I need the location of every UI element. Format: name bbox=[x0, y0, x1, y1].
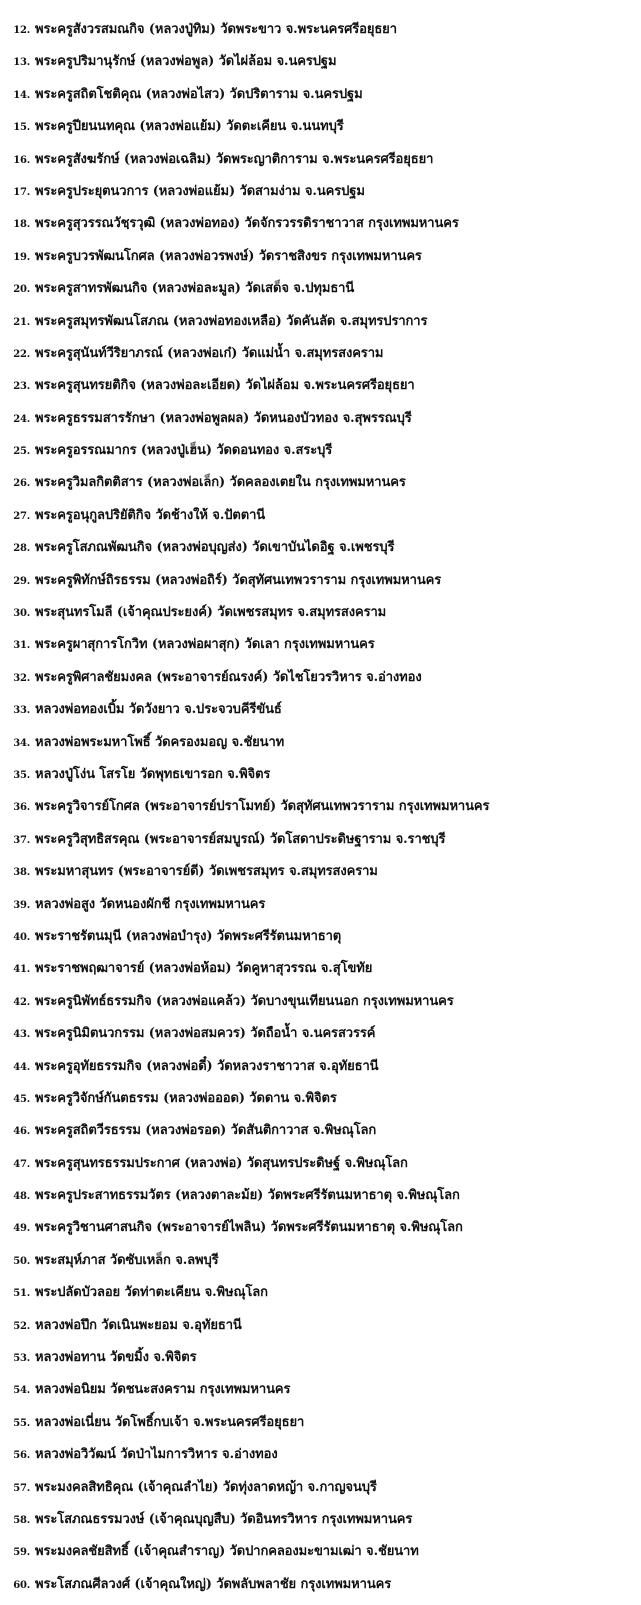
list-item bbox=[0, 212, 641, 244]
list-item bbox=[0, 342, 641, 374]
item-text: พระครูประยุตนวการ (หลวงพ่อแย้ม) วัดสามง่าม จ.นครปฐม bbox=[35, 183, 365, 199]
list-item bbox=[0, 83, 641, 115]
list-item bbox=[0, 1378, 641, 1410]
item-number: 56. bbox=[13, 1450, 30, 1462]
item-number: 55. bbox=[13, 1417, 30, 1429]
item-number: 47. bbox=[13, 1158, 30, 1170]
item-text: พระครูสถิตวีรธรรม (หลวงพ่อรอด) วัดสันติกาวาส จ.พิษณุโลก bbox=[35, 1123, 377, 1139]
item-text: หลวงพ่อทองเบิ้ม วัดวังยาว จ.ประจวบคีรีขันธ์ bbox=[35, 702, 282, 718]
item-number: 46. bbox=[13, 1126, 30, 1138]
item-text: พระครูวิจารย์โกศล (พระอาจารย์ปราโมทย์) วัดสุทัศนเทพวราราม กรุงเทพมหานคร bbox=[35, 799, 490, 815]
list-item bbox=[0, 1055, 641, 1087]
list-item bbox=[0, 828, 641, 860]
item-text: พระราชพฤฒาจารย์ (หลวงพ่อห้อม) วัดคูหาสุวรรณ จ.สุโขทัย bbox=[35, 961, 373, 977]
item-text: พระมหาสุนทร (พระอาจารย์ดี) วัดเพชรสมุทร จ.สมุทรสงคราม bbox=[35, 864, 378, 880]
list-item bbox=[0, 180, 641, 212]
item-text: พระครูสุวรรณวัชฺรวุฒิ (หลวงพ่อทอง) วัดจักรวรรดิราชาวาส กรุงเทพมหานคร bbox=[35, 216, 459, 232]
list-item bbox=[0, 795, 641, 827]
item-number: 21. bbox=[13, 316, 30, 328]
item-text: พระมงคลสิทธิคุณ (เจ้าคุณลำไย) วัดทุ่งลาดหญ้า จ.กาญจนบุรี bbox=[35, 1479, 377, 1495]
item-number: 50. bbox=[13, 1255, 30, 1267]
item-number: 57. bbox=[13, 1482, 30, 1494]
item-text: พระสมุห์ภาส วัดซับเหล็ก จ.ลพบุรี bbox=[35, 1252, 219, 1268]
item-number: 29. bbox=[13, 575, 30, 587]
item-text: พระครูวิชานศาสนกิจ (พระอาจารย์ไพลิน) วัดพระศรีรัตนมหาธาตุ จ.พิษณุโลก bbox=[35, 1220, 463, 1236]
item-text: พระครูปียนนทคุณ (หลวงพ่อแย้ม) วัดตะเคียน จ.นนทบุรี bbox=[35, 119, 344, 135]
list-item bbox=[0, 990, 641, 1022]
item-text: หลวงพ่อเนี่ยน วัดโพธิ์กบเจ้า จ.พระนครศรีอยุธยา bbox=[35, 1414, 305, 1430]
list-item bbox=[0, 471, 641, 503]
item-number: 60. bbox=[13, 1579, 30, 1591]
item-text: พระครูวิมลกิตติสาร (หลวงพ่อเล็ก) วัดคลองเตยใน กรุงเทพมหานคร bbox=[35, 475, 406, 491]
list-item bbox=[0, 1119, 641, 1151]
item-text: พระครูสมุทรพัฒนโสภณ (หลวงพ่อทองเหลือ) วัดคันลัด จ.สมุทรปราการ bbox=[35, 313, 428, 329]
item-text: พระครูสุนทรธรรมประกาศ (หลวงพ่อ) วัดสุนทรประดิษฐ์ จ.พิษณุโลก bbox=[35, 1155, 408, 1171]
item-number: 20. bbox=[13, 284, 30, 296]
item-text: พระครูสุนทรยติกิจ (หลวงพ่อละเอียด) วัดไผ่ล้อม จ.พระนครศรีอยุธยา bbox=[35, 378, 415, 394]
item-text: หลวงพ่อนิยม วัดชนะสงคราม กรุงเทพมหานคร bbox=[35, 1382, 291, 1398]
list-item bbox=[0, 1314, 641, 1346]
item-number: 41. bbox=[13, 964, 30, 976]
item-number: 52. bbox=[13, 1320, 30, 1332]
item-text: พระครูประสาทธรรมวัตร (หลวงตาละม้ย) วัดพระศรีรัตนมหาธาตุ จ.พิษณุโลก bbox=[35, 1188, 460, 1204]
item-number: 12. bbox=[13, 25, 30, 36]
list-item bbox=[0, 1411, 641, 1443]
list-item bbox=[0, 148, 641, 180]
item-text: พระครูสังวรสมณกิจ (หลวงปู่ทิม) วัดพระขาว จ.พระนครศรีอยุธยา bbox=[35, 22, 397, 37]
item-text: พระครูสถิตโชติคุณ (หลวงพ่อไสว) วัดปริตาราม จ.นครปฐม bbox=[35, 86, 363, 102]
list-item bbox=[0, 1216, 641, 1248]
item-text: พระมงคลชัยสิทธิ์ (เจ้าคุณสำราญ) วัดปากคลองมะขามเฒ่า จ.ชัยนาท bbox=[35, 1544, 419, 1560]
item-number: 38. bbox=[13, 867, 30, 879]
item-number: 13. bbox=[13, 57, 30, 69]
item-text: พระครูสังฆรักษ์ (หลวงพ่อเฉลิม) วัดพระญาติการาม จ.พระนครศรีอยุธยา bbox=[35, 151, 434, 167]
list-item bbox=[0, 763, 641, 795]
list-item bbox=[0, 439, 641, 471]
list-item bbox=[0, 1540, 641, 1572]
item-number: 14. bbox=[13, 89, 30, 101]
list-item bbox=[0, 1346, 641, 1378]
item-number: 36. bbox=[13, 802, 30, 814]
list-item bbox=[0, 860, 641, 892]
item-text: พระครูอรรณมากร (หลวงปู่เฮ็น) วัดดอนทอง จ.สระบุรี bbox=[35, 443, 333, 459]
item-text: หลวงพ่อทาน วัดขมิ้ง จ.พิจิตร bbox=[35, 1350, 197, 1366]
list-item bbox=[0, 1476, 641, 1508]
item-text: พระปลัดบัวลอย วัดท่าตะเคียน จ.พิษณุโลก bbox=[35, 1285, 268, 1301]
list-item bbox=[0, 50, 641, 82]
item-text: หลวงปู่โง่น โสรโย วัดพุทธเขารอก จ.พิจิตร bbox=[35, 766, 271, 782]
item-text: หลวงพ่อวิวัฒน์ วัดป่าไมการวิหาร จ.อ่างทอง bbox=[35, 1447, 278, 1463]
item-number: 34. bbox=[13, 737, 30, 749]
list-item bbox=[0, 310, 641, 342]
list-item bbox=[0, 1508, 641, 1540]
item-text: พระครูปริมานุรักษ์ (หลวงพ่อพูล) วัดไผ่ล้อม จ.นครปฐม bbox=[35, 54, 337, 70]
item-text: พระครูโสภณพัฒนกิจ (หลวงพ่อบุญส่ง) วัดเขาบันไดอิฐ จ.เพชรบุรี bbox=[35, 540, 395, 556]
list-item bbox=[0, 731, 641, 763]
item-number: 39. bbox=[13, 899, 30, 911]
item-number: 22. bbox=[13, 348, 30, 360]
item-text: พระสุนทรโมลี (เจ้าคุณประยงค์) วัดเพชรสมุทร จ.สมุทรสงคราม bbox=[35, 605, 387, 621]
list-item bbox=[0, 115, 641, 147]
item-number: 54. bbox=[13, 1385, 30, 1397]
list-item bbox=[0, 957, 641, 989]
item-number: 25. bbox=[13, 446, 30, 458]
list-item bbox=[0, 1152, 641, 1184]
list-item bbox=[0, 407, 641, 439]
item-text: พระครูวิจักษ์กันตธรรม (หลวงพ่อออด) วัดดาน จ.พิจิตร bbox=[35, 1090, 337, 1106]
item-text: พระครูอนุกูลปริยัติกิจ วัดช้างให้ จ.ปัตตานี bbox=[35, 507, 266, 523]
list-item bbox=[0, 666, 641, 698]
item-text: พระราชรัตนมุนี (หลวงพ่อบำรุง) วัดพระศรีรัตนมหาธาตุ bbox=[35, 928, 342, 944]
item-text: พระครูบวรพัฒนโกศล (หลวงพ่อวรพงษ์) วัดราชสิงขร กรุงเทพมหานคร bbox=[35, 248, 422, 264]
list-item bbox=[0, 698, 641, 730]
list-item bbox=[0, 569, 641, 601]
item-number: 26. bbox=[13, 478, 30, 490]
item-text: พระครูนิพัทธ์ธรรมกิจ (หลวงพ่อแคล้ว) วัดบางขุนเทียนนอก กรุงเทพมหานคร bbox=[35, 993, 454, 1009]
list-item bbox=[0, 601, 641, 633]
item-number: 45. bbox=[13, 1093, 30, 1105]
list-item bbox=[0, 1184, 641, 1216]
list-item bbox=[0, 633, 641, 665]
item-text: พระโสภณธรรมวงษ์ (เจ้าคุณบุญสืบ) วัดอินทรวิหาร กรุงเทพมหานคร bbox=[35, 1511, 413, 1527]
item-number: 43. bbox=[13, 1029, 30, 1041]
item-number: 17. bbox=[13, 186, 30, 198]
item-number: 28. bbox=[13, 543, 30, 555]
item-text: พระครูสุนันท์วีริยาภรณ์ (หลวงพ่อเก๋) วัดแม่น้ำ จ.สมุทรสงคราม bbox=[35, 345, 384, 361]
item-number: 23. bbox=[13, 381, 30, 393]
item-number: 18. bbox=[13, 219, 30, 231]
item-number: 15. bbox=[13, 122, 30, 134]
item-number: 42. bbox=[13, 996, 30, 1008]
item-number: 40. bbox=[13, 931, 30, 943]
list-item bbox=[0, 1249, 641, 1281]
item-number: 30. bbox=[13, 608, 30, 620]
item-number: 53. bbox=[13, 1353, 30, 1365]
item-text: พระครูธรรมสารรักษา (หลวงพ่อพูลผล) วัดหนองบัวทอง จ.สุพรรณบุรี bbox=[35, 410, 412, 426]
list-item bbox=[0, 245, 641, 277]
list-item bbox=[0, 1281, 641, 1313]
list-item bbox=[0, 536, 641, 568]
item-number: 48. bbox=[13, 1191, 30, 1203]
item-number: 49. bbox=[13, 1223, 30, 1235]
item-number: 51. bbox=[13, 1288, 30, 1300]
list-item bbox=[0, 374, 641, 406]
item-text: พระครูนิมิตนวกรรม (หลวงพ่อสมควร) วัดถือน้ำ จ.นครสวรรค์ bbox=[35, 1026, 376, 1042]
list-item bbox=[0, 504, 641, 536]
item-text: หลวงพ่อปึก วัดเนินพะยอม จ.อุทัยธานี bbox=[35, 1317, 242, 1333]
item-text: พระครูพิทักษ์ถิรธรรม (หลวงพ่อถิร์) วัดสุทัศนเทพวราราม กรุงเทพมหานคร bbox=[35, 572, 442, 588]
list-item bbox=[0, 18, 641, 50]
item-text: พระครูอุทัยธรรมกิจ (หลวงพ่อดี๋) วัดหลวงราชาวาส จ.อุทัยธานี bbox=[35, 1058, 379, 1074]
item-number: 35. bbox=[13, 769, 30, 781]
item-number: 32. bbox=[13, 672, 30, 684]
item-text: พระโสภณศีลวงศ์ (เจ้าคุณใหญ่) วัดพลับพลาชัย กรุงเทพมหานคร bbox=[35, 1576, 392, 1592]
item-number: 27. bbox=[13, 510, 30, 522]
item-number: 31. bbox=[13, 640, 30, 652]
item-number: 37. bbox=[13, 834, 30, 846]
item-number: 58. bbox=[13, 1514, 30, 1526]
item-number: 24. bbox=[13, 413, 30, 425]
item-number: 59. bbox=[13, 1547, 30, 1559]
item-number: 16. bbox=[13, 154, 30, 166]
item-text: พระครูสาทรพัฒนกิจ (หลวงพ่อละมูล) วัดเสด็จ จ.ปทุมธานี bbox=[35, 281, 355, 297]
list-item bbox=[0, 1573, 641, 1605]
item-number: 44. bbox=[13, 1061, 30, 1073]
list-item bbox=[0, 1443, 641, 1475]
item-number: 19. bbox=[13, 251, 30, 263]
item-number: 33. bbox=[13, 705, 30, 717]
list-item bbox=[0, 277, 641, 309]
item-text: พระครูวิสุทธิสรคุณ (พระอาจารย์สมบูรณ์) วัดโสดาประดิษฐาราม จ.ราชบุรี bbox=[35, 831, 446, 847]
item-text: พระครูพิศาลชัยมงคล (พระอาจารย์ณรงค์) วัดไชโยวรวิหาร จ.อ่างทอง bbox=[35, 669, 422, 685]
list-item bbox=[0, 1022, 641, 1054]
item-text: พระครูผาสุการโกวิท (หลวงพ่อผาสุก) วัดเลา กรุงเทพมหานคร bbox=[35, 637, 375, 653]
list-item bbox=[0, 925, 641, 957]
item-text: หลวงพ่อพระมหาโพธิ์ วัดครองมอญ จ.ชัยนาท bbox=[35, 734, 285, 750]
monk-list bbox=[0, 18, 641, 1605]
list-item bbox=[0, 893, 641, 925]
item-text: หลวงพ่อสูง วัดหนองผักชี กรุงเทพมหานคร bbox=[35, 896, 266, 912]
list-item bbox=[0, 1087, 641, 1119]
